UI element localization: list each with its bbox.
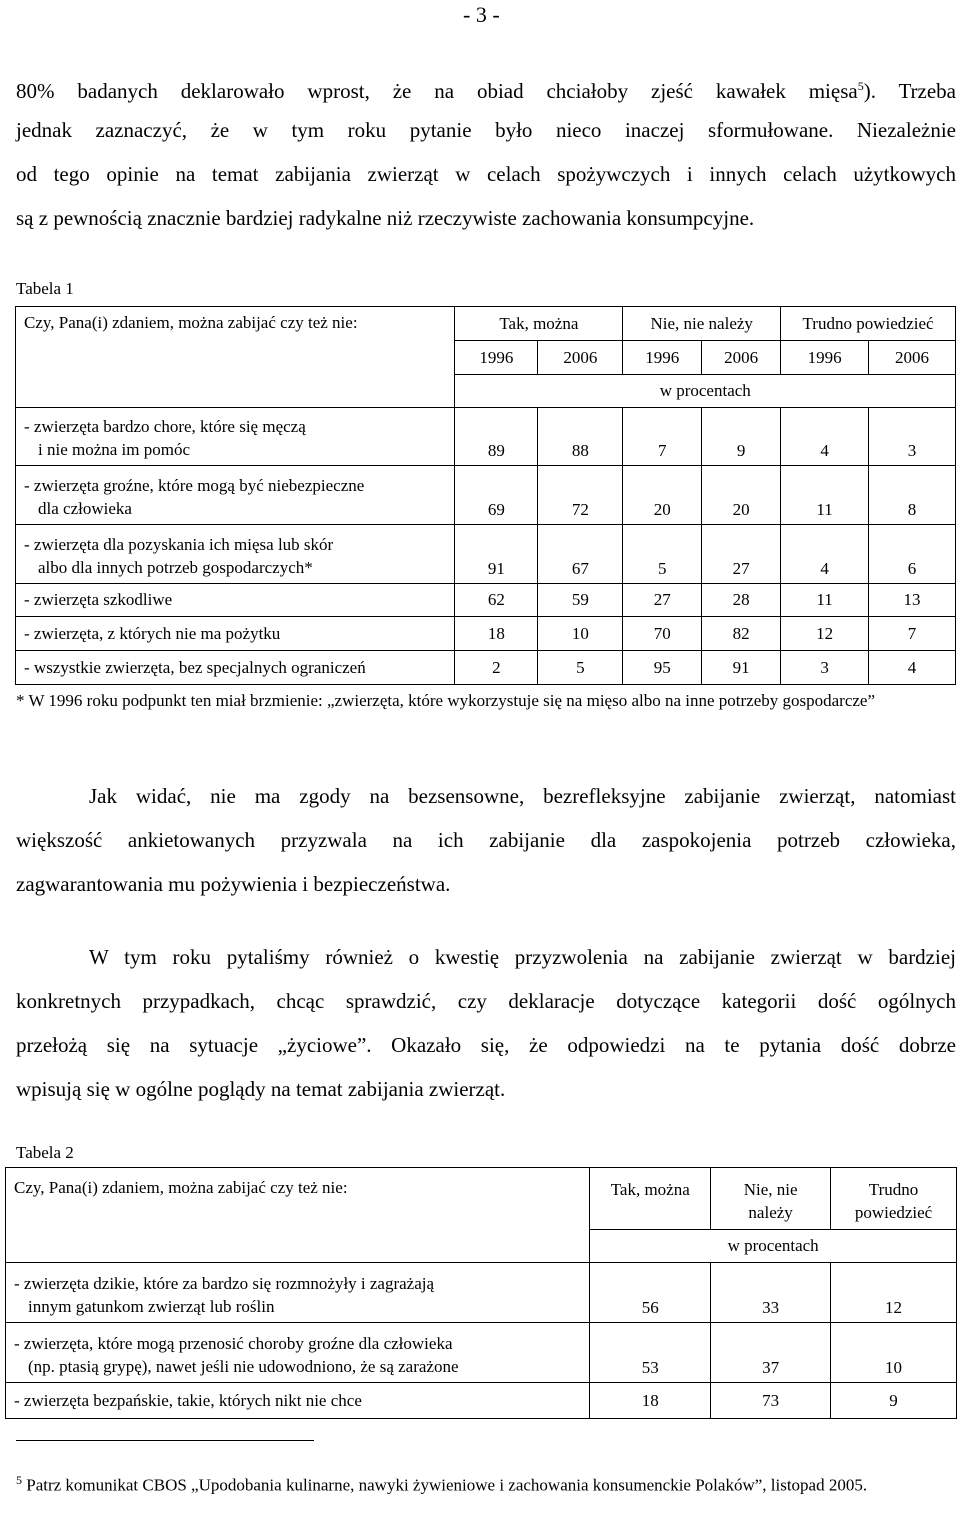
table-cell: 91 bbox=[702, 651, 781, 685]
table-cell: 4 bbox=[869, 651, 956, 685]
table-row bbox=[16, 408, 956, 466]
paragraph-line: W tym roku pytaliśmy również o kwestię przyzwolenia na zabijanie zwierząt w bardziej bbox=[89, 945, 956, 969]
table-cell: 56 bbox=[590, 1263, 711, 1323]
table-row bbox=[16, 584, 956, 617]
header-label: powiedzieć bbox=[854, 1203, 933, 1222]
table-cell: 12 bbox=[831, 1263, 957, 1323]
table-cell: 20 bbox=[702, 466, 781, 525]
row-label: - zwierzęta groźne, które mogą być niebezpieczne bbox=[24, 476, 365, 495]
row-label: innym gatunkom zwierząt lub roślin bbox=[28, 1297, 275, 1316]
table-cell: 4 bbox=[781, 525, 869, 584]
table-cell: 33 bbox=[711, 1263, 831, 1323]
table-cell: 67 bbox=[538, 525, 623, 584]
paragraph-line: 80% badanych deklarowało wprost, że na obiad chciałoby zjeść kawałek mięsa$^5$). Trzeba bbox=[16, 79, 956, 103]
table-cell: 5 bbox=[623, 525, 702, 584]
table2-caption: Tabela 2 bbox=[16, 1143, 74, 1162]
table-cell: 82 bbox=[702, 617, 781, 651]
table-cell: 59 bbox=[538, 584, 623, 617]
table-cell: 5 bbox=[538, 651, 623, 685]
row-label: i nie można im pomóc bbox=[38, 440, 191, 459]
footnote-separator bbox=[16, 1440, 314, 1441]
row-label: - zwierzęta bezpańskie, takie, których nikt nie chce bbox=[6, 1383, 590, 1419]
table1-header-yes: Tak, można bbox=[455, 307, 623, 341]
table-cell: 27 bbox=[702, 525, 781, 584]
row-label: albo dla innych potrzeb gospodarczych* bbox=[38, 558, 313, 577]
table2-header-no bbox=[711, 1168, 831, 1230]
header-label: Trudno bbox=[868, 1180, 919, 1199]
table1-year: 1996 bbox=[623, 341, 702, 375]
row-label: - wszystkie zwierzęta, bez specjalnych ograniczeń bbox=[16, 651, 455, 685]
paragraph-line: konkretnych przypadkach, chcąc sprawdzić, czy deklaracje dotyczące kategorii dość ogólnych bbox=[16, 989, 956, 1013]
table-cell: 69 bbox=[455, 466, 538, 525]
footnote-marker: 5 bbox=[16, 1473, 22, 1487]
row-label: - zwierzęta dla pozyskania ich mięsa lub skór bbox=[24, 535, 334, 554]
paragraph-line: od tego opinie na temat zabijania zwierząt w celach spożywczych i innych celach użytkowych bbox=[16, 162, 956, 186]
row-label: - zwierzęta, z których nie ma pożytku bbox=[16, 617, 455, 651]
table-cell: 89 bbox=[455, 408, 538, 466]
table1-unit: w procentach bbox=[455, 375, 956, 408]
table1-caption: Tabela 1 bbox=[16, 279, 74, 298]
table-cell: 18 bbox=[590, 1383, 711, 1419]
table-row bbox=[16, 651, 956, 685]
table-cell: 70 bbox=[623, 617, 702, 651]
table2-question: Czy, Pana(i) zdaniem, można zabijać czy też nie: bbox=[6, 1168, 590, 1263]
table1-year: 2006 bbox=[538, 341, 623, 375]
paragraph-line: jednak zaznaczyć, że w tym roku pytanie było nieco inaczej sformułowane. Niezależnie bbox=[16, 118, 956, 142]
table-row bbox=[16, 525, 956, 584]
table-cell: 62 bbox=[455, 584, 538, 617]
table-cell: 12 bbox=[781, 617, 869, 651]
table1-year: 1996 bbox=[781, 341, 869, 375]
table-row bbox=[6, 1323, 957, 1383]
table1-year: 1996 bbox=[455, 341, 538, 375]
footnote-ref: 5 bbox=[857, 79, 864, 93]
table2-header-yes bbox=[590, 1168, 711, 1230]
table-cell: 37 bbox=[711, 1323, 831, 1383]
middle-paragraph-1 bbox=[16, 774, 956, 906]
header-label: Tak, można bbox=[610, 1180, 690, 1199]
table-row bbox=[16, 617, 956, 651]
paragraph-line: przełożą się na sytuacje „życiowe”. Okazało się, że odpowiedzi na te pytania dość dobrze bbox=[16, 1033, 956, 1057]
row-label: - zwierzęta dzikie, które za bardzo się rozmnożyły i zagrażają bbox=[14, 1274, 435, 1293]
row-label: dla człowieka bbox=[38, 499, 132, 518]
table-cell: 72 bbox=[538, 466, 623, 525]
table-cell: 11 bbox=[781, 584, 869, 617]
table-cell: 10 bbox=[831, 1323, 957, 1383]
table-cell: 9 bbox=[831, 1383, 957, 1419]
table-cell: 88 bbox=[538, 408, 623, 466]
middle-paragraph-2 bbox=[16, 935, 956, 1111]
row-label: - zwierzęta, które mogą przenosić choroby groźne dla człowieka bbox=[14, 1334, 453, 1353]
table-row bbox=[16, 466, 956, 525]
table-cell: 9 bbox=[702, 408, 781, 466]
table-cell: 95 bbox=[623, 651, 702, 685]
page-number: - 3 - bbox=[463, 2, 500, 27]
table-cell: 4 bbox=[781, 408, 869, 466]
table-cell: 7 bbox=[869, 617, 956, 651]
table2 bbox=[5, 1167, 957, 1419]
paragraph-line: wpisują się w ogólne poglądy na temat zabijania zwierząt. bbox=[16, 1077, 506, 1101]
table-cell: 28 bbox=[702, 584, 781, 617]
table-cell: 27 bbox=[623, 584, 702, 617]
intro-paragraph bbox=[16, 64, 956, 240]
table1-year: 2006 bbox=[869, 341, 956, 375]
paragraph-line: są z pewnością znacznie bardziej radykalne niż rzeczywiste zachowania konsumpcyjne. bbox=[16, 206, 755, 230]
row-label: - zwierzęta szkodliwe bbox=[16, 584, 455, 617]
table-cell: 53 bbox=[590, 1323, 711, 1383]
table-cell: 91 bbox=[455, 525, 538, 584]
table1-header-no: Nie, nie należy bbox=[623, 307, 781, 341]
table-cell: 8 bbox=[869, 466, 956, 525]
table-cell: 20 bbox=[623, 466, 702, 525]
header-label: Nie, nie bbox=[743, 1180, 798, 1199]
footnote-text: Patrz komunikat CBOS „Upodobania kulinarne, nawyki żywieniowe i zachowania konsumenckie Polaków”, listopad 2005. bbox=[26, 1475, 868, 1495]
table-cell: 3 bbox=[869, 408, 956, 466]
table-cell: 13 bbox=[869, 584, 956, 617]
table2-header-hard-to-say bbox=[831, 1168, 957, 1230]
table1-question: Czy, Pana(i) zdaniem, można zabijać czy też nie: bbox=[16, 307, 455, 408]
header-label: należy bbox=[748, 1203, 793, 1222]
table1-note: * W 1996 roku podpunkt ten miał brzmienie: „zwierzęta, które wykorzystuje się na mięso albo na inne potrzeby gospodarcze” bbox=[16, 691, 876, 710]
table1-header-hard-to-say: Trudno powiedzieć bbox=[781, 307, 956, 341]
paragraph-line: zagwarantowania mu pożywienia i bezpieczeństwa. bbox=[16, 872, 451, 896]
table1 bbox=[15, 306, 956, 685]
table1-year: 2006 bbox=[702, 341, 781, 375]
table-cell: 11 bbox=[781, 466, 869, 525]
table-row bbox=[6, 1263, 957, 1323]
table-cell: 3 bbox=[781, 651, 869, 685]
paragraph-line: większość ankietowanych przyzwala na ich zabijanie dla zaspokojenia potrzeb człowieka, bbox=[16, 828, 956, 852]
table2-unit: w procentach bbox=[590, 1230, 957, 1263]
table-cell: 18 bbox=[455, 617, 538, 651]
table-cell: 10 bbox=[538, 617, 623, 651]
table-cell: 2 bbox=[455, 651, 538, 685]
row-label: - zwierzęta bardzo chore, które się męczą bbox=[24, 417, 306, 436]
table-cell: 6 bbox=[869, 525, 956, 584]
table-row bbox=[6, 1383, 957, 1419]
table-cell: 7 bbox=[623, 408, 702, 466]
paragraph-line: Jak widać, nie ma zgody na bezsensowne, bezrefleksyjne zabijanie zwierząt, natomiast bbox=[89, 784, 956, 808]
table-cell: 73 bbox=[711, 1383, 831, 1419]
footnote bbox=[16, 1468, 956, 1498]
row-label: (np. ptasią grypę), nawet jeśli nie udowodniono, że są zarażone bbox=[28, 1357, 459, 1376]
